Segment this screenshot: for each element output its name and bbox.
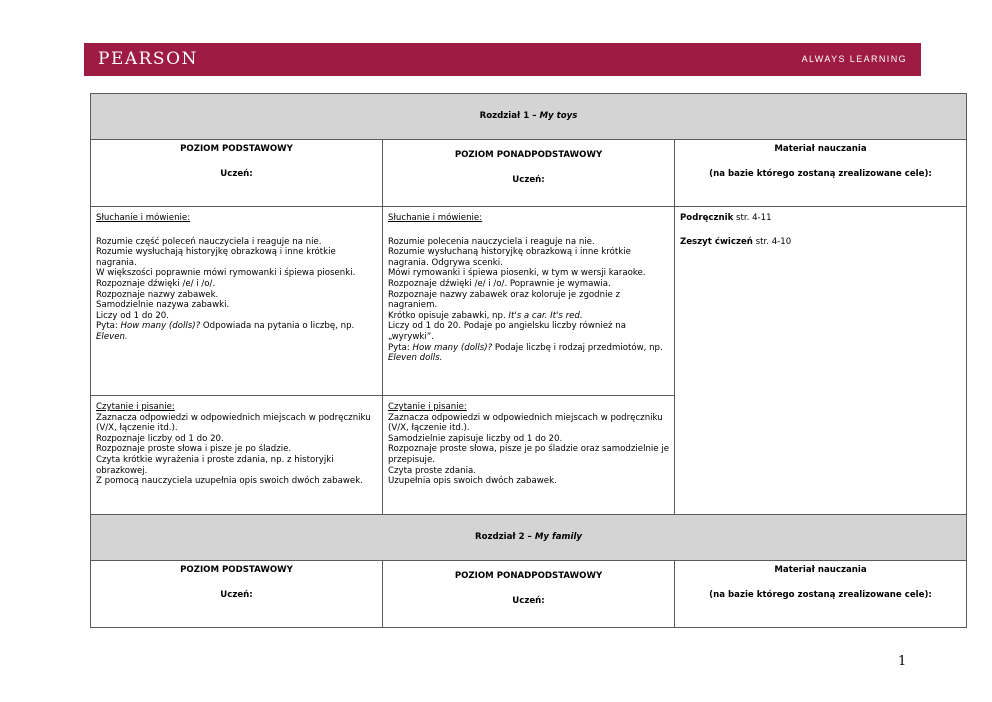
list-item: Liczy od 1 do 20. [96, 310, 169, 321]
brand-tagline: ALWAYS LEARNING [801, 54, 907, 64]
chapter-2-header-row [91, 561, 967, 628]
list-item: Rozpoznaje proste słowa i pisze je po śladzie. [96, 444, 292, 455]
pearson-banner [84, 43, 921, 76]
basic-reading-cell: Czytanie i pisanie: Zaznacza odpowiedzi w odpowiednich miejscach w podręczniku (V/X, łączenie itd.). Rozpoznaje liczby od 1 do 20. Rozpoznaje proste słowa i pisze je po śladzie. Czyta krótkie wyrażenia i proste zdania, np. z historyjki obrazkowej. Z pomocą nauczyciela uzupełnia opis swoich dwóch zabawek. [91, 396, 383, 515]
header-materials: Materiał nauczania (na bazie którego zostaną zrealizowane cele): [675, 140, 967, 207]
list-item: Rozumie polecenia nauczyciela i reaguje na nie. [388, 236, 595, 247]
list-item: Pyta: How many (dolls)? Odpowiada na pytania o liczbę, np. Eleven. [96, 321, 355, 342]
list-item: Samodzielnie nazywa zabawki. [96, 300, 230, 311]
chapter-2-title-row [91, 515, 967, 561]
list-item: Mówi rymowanki i śpiewa piosenki, w tym w wersji karaoke. [388, 268, 646, 279]
list-item: Rozpoznaje dźwięki /e/ i /o/. [96, 278, 216, 289]
chapter-1-title-text: My toys [539, 111, 578, 122]
advanced-listening-cell: Słuchanie i mówienie: Rozumie polecenia nauczyciela i reaguje na nie. Rozumie wysłuchaną historyjkę obrazkową i inne krótkie nagrania. Odgrywa scenki. Mówi rymowanki i śpiewa piosenki, w tym w wersji karaoke. Rozpoznaje dźwięki /e/ i /o/. Poprawnie je wymawia. Rozpoznaje nazwy zabawek oraz koloruje je zgodnie z nagraniem. Krótko opisuje zabawki, np. It's a car. It's red. Liczy od 1 do 20. Podaje po angielsku liczby również na „wyrywki”. Pyta: How many (dolls)? Podaje liczbę i rodzaj przedmiotów, np. Eleven dolls. [383, 207, 675, 396]
list-item: Czyta proste zdania. [388, 465, 476, 476]
list-item: Zaznacza odpowiedzi w odpowiednich miejscach w podręczniku (V/X, łączenie itd.). [96, 412, 371, 434]
list-item: Rozumie część poleceń nauczyciela i reaguje na nie. [96, 236, 322, 247]
materials-item: Zeszyt ćwiczeń str. 4-10 [680, 236, 792, 247]
list-item: Rozpoznaje nazwy zabawek. [96, 289, 219, 300]
list-item: Liczy od 1 do 20. Podaje po angielsku liczby również na „wyrywki”. [388, 321, 627, 342]
advanced-reading-cell: Czytanie i pisanie: Zaznacza odpowiedzi w odpowiednich miejscach w podręczniku (V/X, łączenie itd.). Samodzielnie zapisuje liczby od 1 do 20. Rozpoznaje proste słowa, pisze je po śladzie oraz samodzielnie je przepisuje. Czyta proste zdania. Uzupełnia opis swoich dwóch zabawek. [383, 396, 675, 515]
list-item: Z pomocą nauczyciela uzupełnia opis swoich dwóch zabawek. [96, 476, 363, 487]
page-number: 1 [898, 654, 907, 669]
list-item: Rozumie wysłuchają historyjkę obrazkową i inne krótkie nagrania. [96, 247, 336, 268]
list-item: Czyta krótkie wyrażenia i proste zdania, np. z historyjki obrazkowej. [96, 454, 334, 476]
basic-listening-cell: Słuchanie i mówienie: Rozumie część poleceń nauczyciela i reaguje na nie. Rozumie wysłuchają historyjkę obrazkową i inne krótkie nagrania. W większości poprawnie mówi rymowanki i śpiewa piosenki. Rozpoznaje dźwięki /e/ i /o/. Rozpoznaje nazwy zabawek. Samodzielnie nazywa zabawki. Liczy od 1 do 20. Pyta: How many (dolls)? Odpowiada na pytania o liczbę, np. Eleven. [91, 207, 383, 396]
chapter-1-header-row [91, 140, 967, 207]
materials-item: Podręcznik str. 4-11 [680, 213, 772, 223]
header-basic: POZIOM PODSTAWOWY Uczeń: [91, 140, 383, 207]
chapter-1-title-row [91, 94, 967, 140]
chapter-1-title: Rozdział 1 – My toys [91, 94, 967, 140]
list-item: Samodzielnie zapisuje liczby od 1 do 20. [388, 433, 563, 444]
list-item: W większości poprawnie mówi rymowanki i śpiewa piosenki. [96, 268, 356, 279]
chapter-2-title: Rozdział 2 – My family [91, 515, 967, 561]
chapter-1-table [90, 93, 967, 628]
header-materials: Materiał nauczania (na bazie którego zostaną zrealizowane cele): [675, 561, 967, 628]
header-basic: POZIOM PODSTAWOWY Uczeń: [91, 561, 383, 628]
list-item: Rozumie wysłuchaną historyjkę obrazkową i inne krótkie nagrania. Odgrywa scenki. [388, 247, 631, 268]
materials-cell [675, 207, 967, 515]
chapter-1-listening-row [91, 207, 967, 396]
header-advanced: POZIOM PONADPODSTAWOWY Uczeń: [383, 561, 675, 628]
header-advanced: POZIOM PONADPODSTAWOWY Uczeń: [383, 140, 675, 207]
list-item: Rozpoznaje proste słowa, pisze je po śladzie oraz samodzielnie je przepisuje. [388, 444, 669, 465]
chapter-2-title-text: My family [534, 532, 582, 543]
brand-logo: PEARSON [98, 49, 198, 69]
list-item: Zaznacza odpowiedzi w odpowiednich miejscach w podręczniku (V/X, łączenie itd.). [388, 412, 663, 434]
list-item: Krótko opisuje zabawki, np. It's a car. It's red. [388, 310, 583, 321]
list-item: Rozpoznaje dźwięki /e/ i /o/. Poprawnie je wymawia. [388, 278, 611, 289]
list-item: Rozpoznaje liczby od 1 do 20. [96, 433, 224, 444]
list-item: Pyta: How many (dolls)? Podaje liczbę i rodzaj przedmiotów, np. Eleven dolls. [388, 342, 663, 364]
list-item: Rozpoznaje nazwy zabawek oraz koloruje je zgodnie z nagraniem. [388, 289, 620, 311]
list-item: Uzupełnia opis swoich dwóch zabawek. [388, 476, 557, 487]
